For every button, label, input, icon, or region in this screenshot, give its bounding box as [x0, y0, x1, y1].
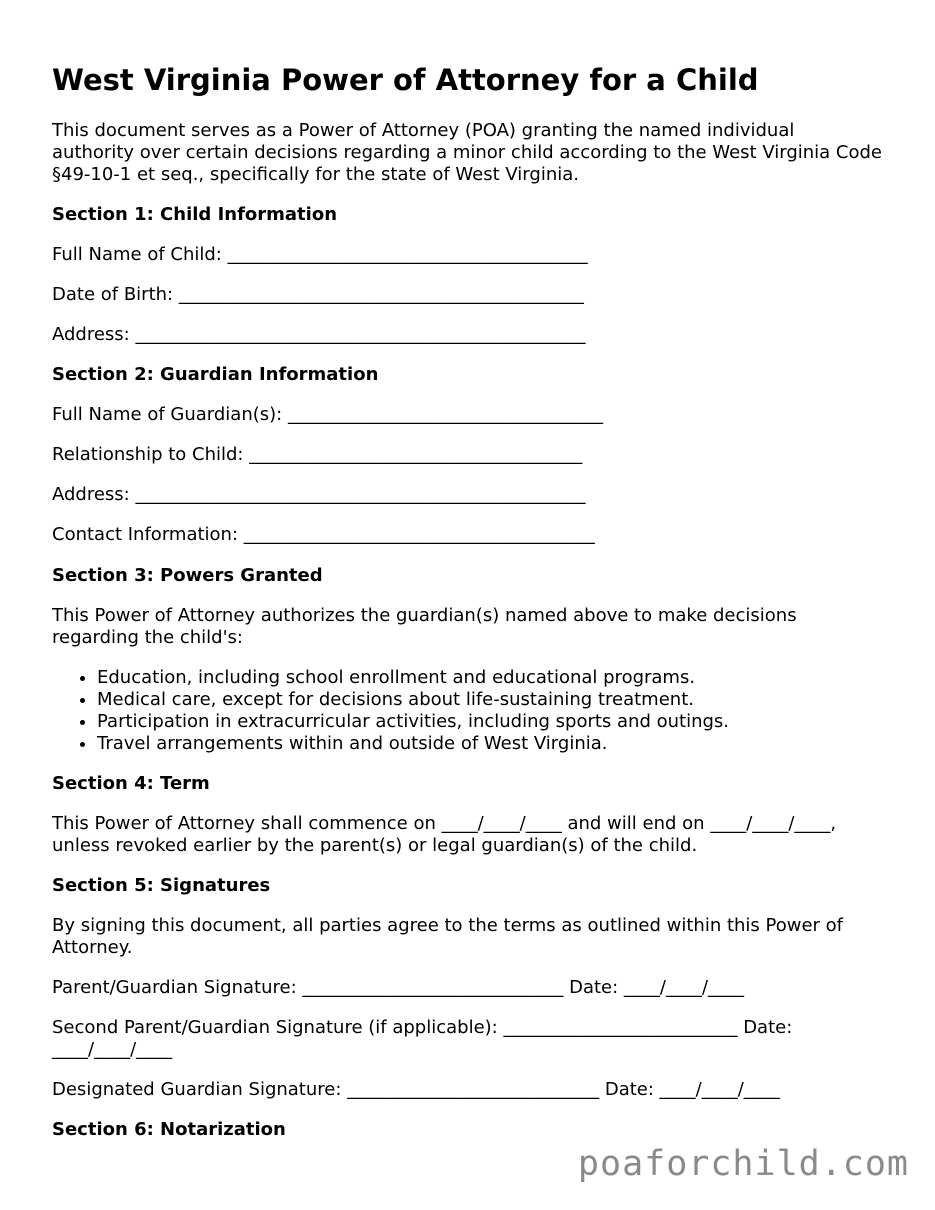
contact-info-field: Contact Information: _______________________________________: [52, 524, 595, 545]
guardian-name-field: Full Name of Guardian(s): ___________________________________: [52, 404, 603, 425]
section-3-heading: Section 3: Powers Granted: [52, 565, 323, 586]
section-5-heading: Section 5: Signatures: [52, 875, 271, 896]
list-item: • Medical care, except for decisions about life-sustaining treatment.: [97, 689, 897, 711]
section-4-heading: Section 4: Term: [52, 773, 210, 794]
child-dob-field: Date of Birth: _____________________________________________: [52, 284, 584, 305]
list-item: • Education, including school enrollment and educational programs.: [97, 667, 897, 689]
powers-list: [52, 667, 897, 755]
designated-guardian-signature-line: Designated Guardian Signature: ____________________________ Date: ____/____/____: [52, 1079, 780, 1100]
second-parent-signature-line: Second Parent/Guardian Signature (if applicable): __________________________ Date: ____/____/____: [52, 1017, 793, 1060]
watermark: poaforchild.com: [577, 1144, 909, 1184]
list-item: • Travel arrangements within and outside of West Virginia.: [97, 733, 897, 755]
relationship-field: Relationship to Child: _____________________________________: [52, 444, 583, 465]
section-2-heading: Section 2: Guardian Information: [52, 364, 379, 385]
child-address-field: Address: __________________________________________________: [52, 324, 586, 345]
child-name-field: Full Name of Child: ________________________________________: [52, 244, 588, 265]
term-paragraph: This Power of Attorney shall commence on ____/____/____ and will end on ____/____/____, unless revoked earlier by the parent(s) or legal guardian(s) of the child.: [52, 813, 837, 856]
list-item: • Participation in extracurricular activities, including sports and outings.: [97, 711, 897, 733]
powers-paragraph: This Power of Attorney authorizes the guardian(s) named above to make decisions regarding the child's:: [52, 605, 797, 648]
intro-paragraph: This document serves as a Power of Attorney (POA) granting the named individual authority over certain decisions regarding a minor child according to the West Virginia Code §49-10-1 et seq., specifically for the state of West Virginia.: [52, 120, 882, 185]
parent-signature-line: Parent/Guardian Signature: _____________________________ Date: ____/____/____: [52, 977, 745, 998]
guardian-address-field: Address: __________________________________________________: [52, 484, 586, 505]
section-1-heading: Section 1: Child Information: [52, 204, 338, 225]
document-title: West Virginia Power of Attorney for a Child: [52, 63, 759, 97]
section-6-heading: Section 6: Notarization: [52, 1119, 286, 1140]
signatures-paragraph: By signing this document, all parties agree to the terms as outlined within this Power of Attorney.: [52, 915, 844, 958]
